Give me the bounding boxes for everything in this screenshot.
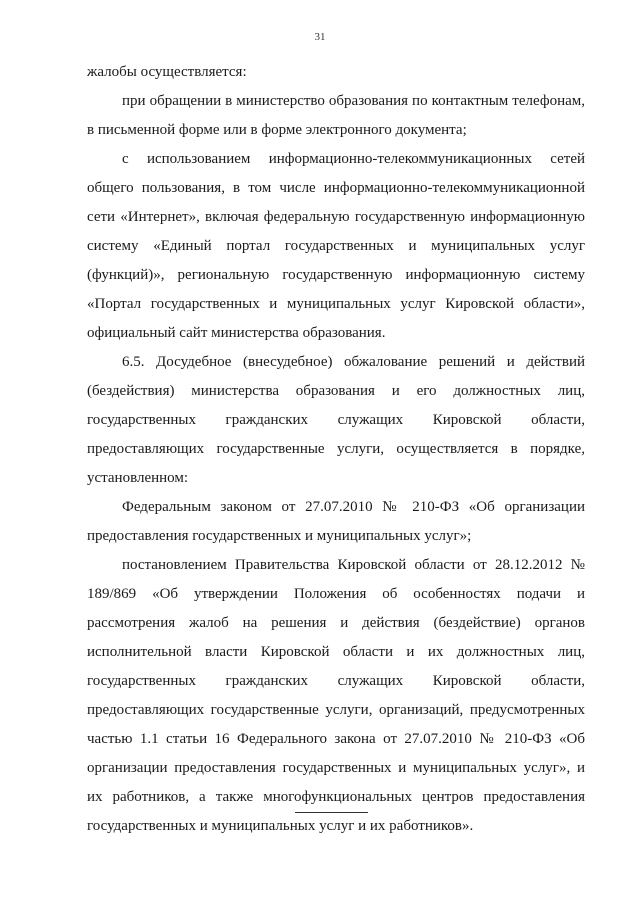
document-body xyxy=(87,58,585,841)
paragraph-internet-channels: с использованием информационно-телекоммуникационных сетей общего пользования, в том числе информационно-телекоммуникационной сети «Интернет», включая федеральную государственную информационную систему «Единый портал государственных и муниципальных услуг (функций)», региональную государственную информационную систему «Портал государственных и муниципальных услуг Кировской области», официальный сайт министерства образования. xyxy=(87,151,585,341)
paragraph-federal-law: Федеральным законом от 27.07.2010 № 210-ФЗ «Об организации предоставления государственных и муниципальных услуг»; xyxy=(87,499,585,544)
paragraph-government-resolution: постановлением Правительства Кировской области от 28.12.2012 № 189/869 «Об утверждении Положения об особенностях подачи и рассмотрения жалоб на решения и действия (бездействие) органов исполнительной власти Кировской области и их должностных лиц, государственных гражданских служащих Кировской области, предоставляющих государственные услуги, организаций, предусмотренных частью 1.1 статьи 16 Федерального закона от 27.07.2010 № 210-ФЗ «Об организации предоставления государственных и муниципальных услуг», и их работников, а также многофункциональных центров предоставления государственных и муниципальных услуг и их работников». xyxy=(87,557,585,834)
paragraph-contact-methods: при обращении в министерство образования по контактным телефонам, в письменной форме или в форме электронного документа; xyxy=(87,93,585,138)
paragraph-section-6-5: 6.5. Досудебное (внесудебное) обжалование решений и действий (бездействия) министерства образования и его должностных лиц, государственных гражданских служащих Кировской области, предоставляющих государственные услуги, осуществляется в порядке, установленном: xyxy=(87,354,585,486)
paragraph-complaint-intro: жалобы осуществляется: xyxy=(87,64,247,80)
end-of-document-rule xyxy=(295,812,368,813)
page-number: 31 xyxy=(314,31,326,43)
